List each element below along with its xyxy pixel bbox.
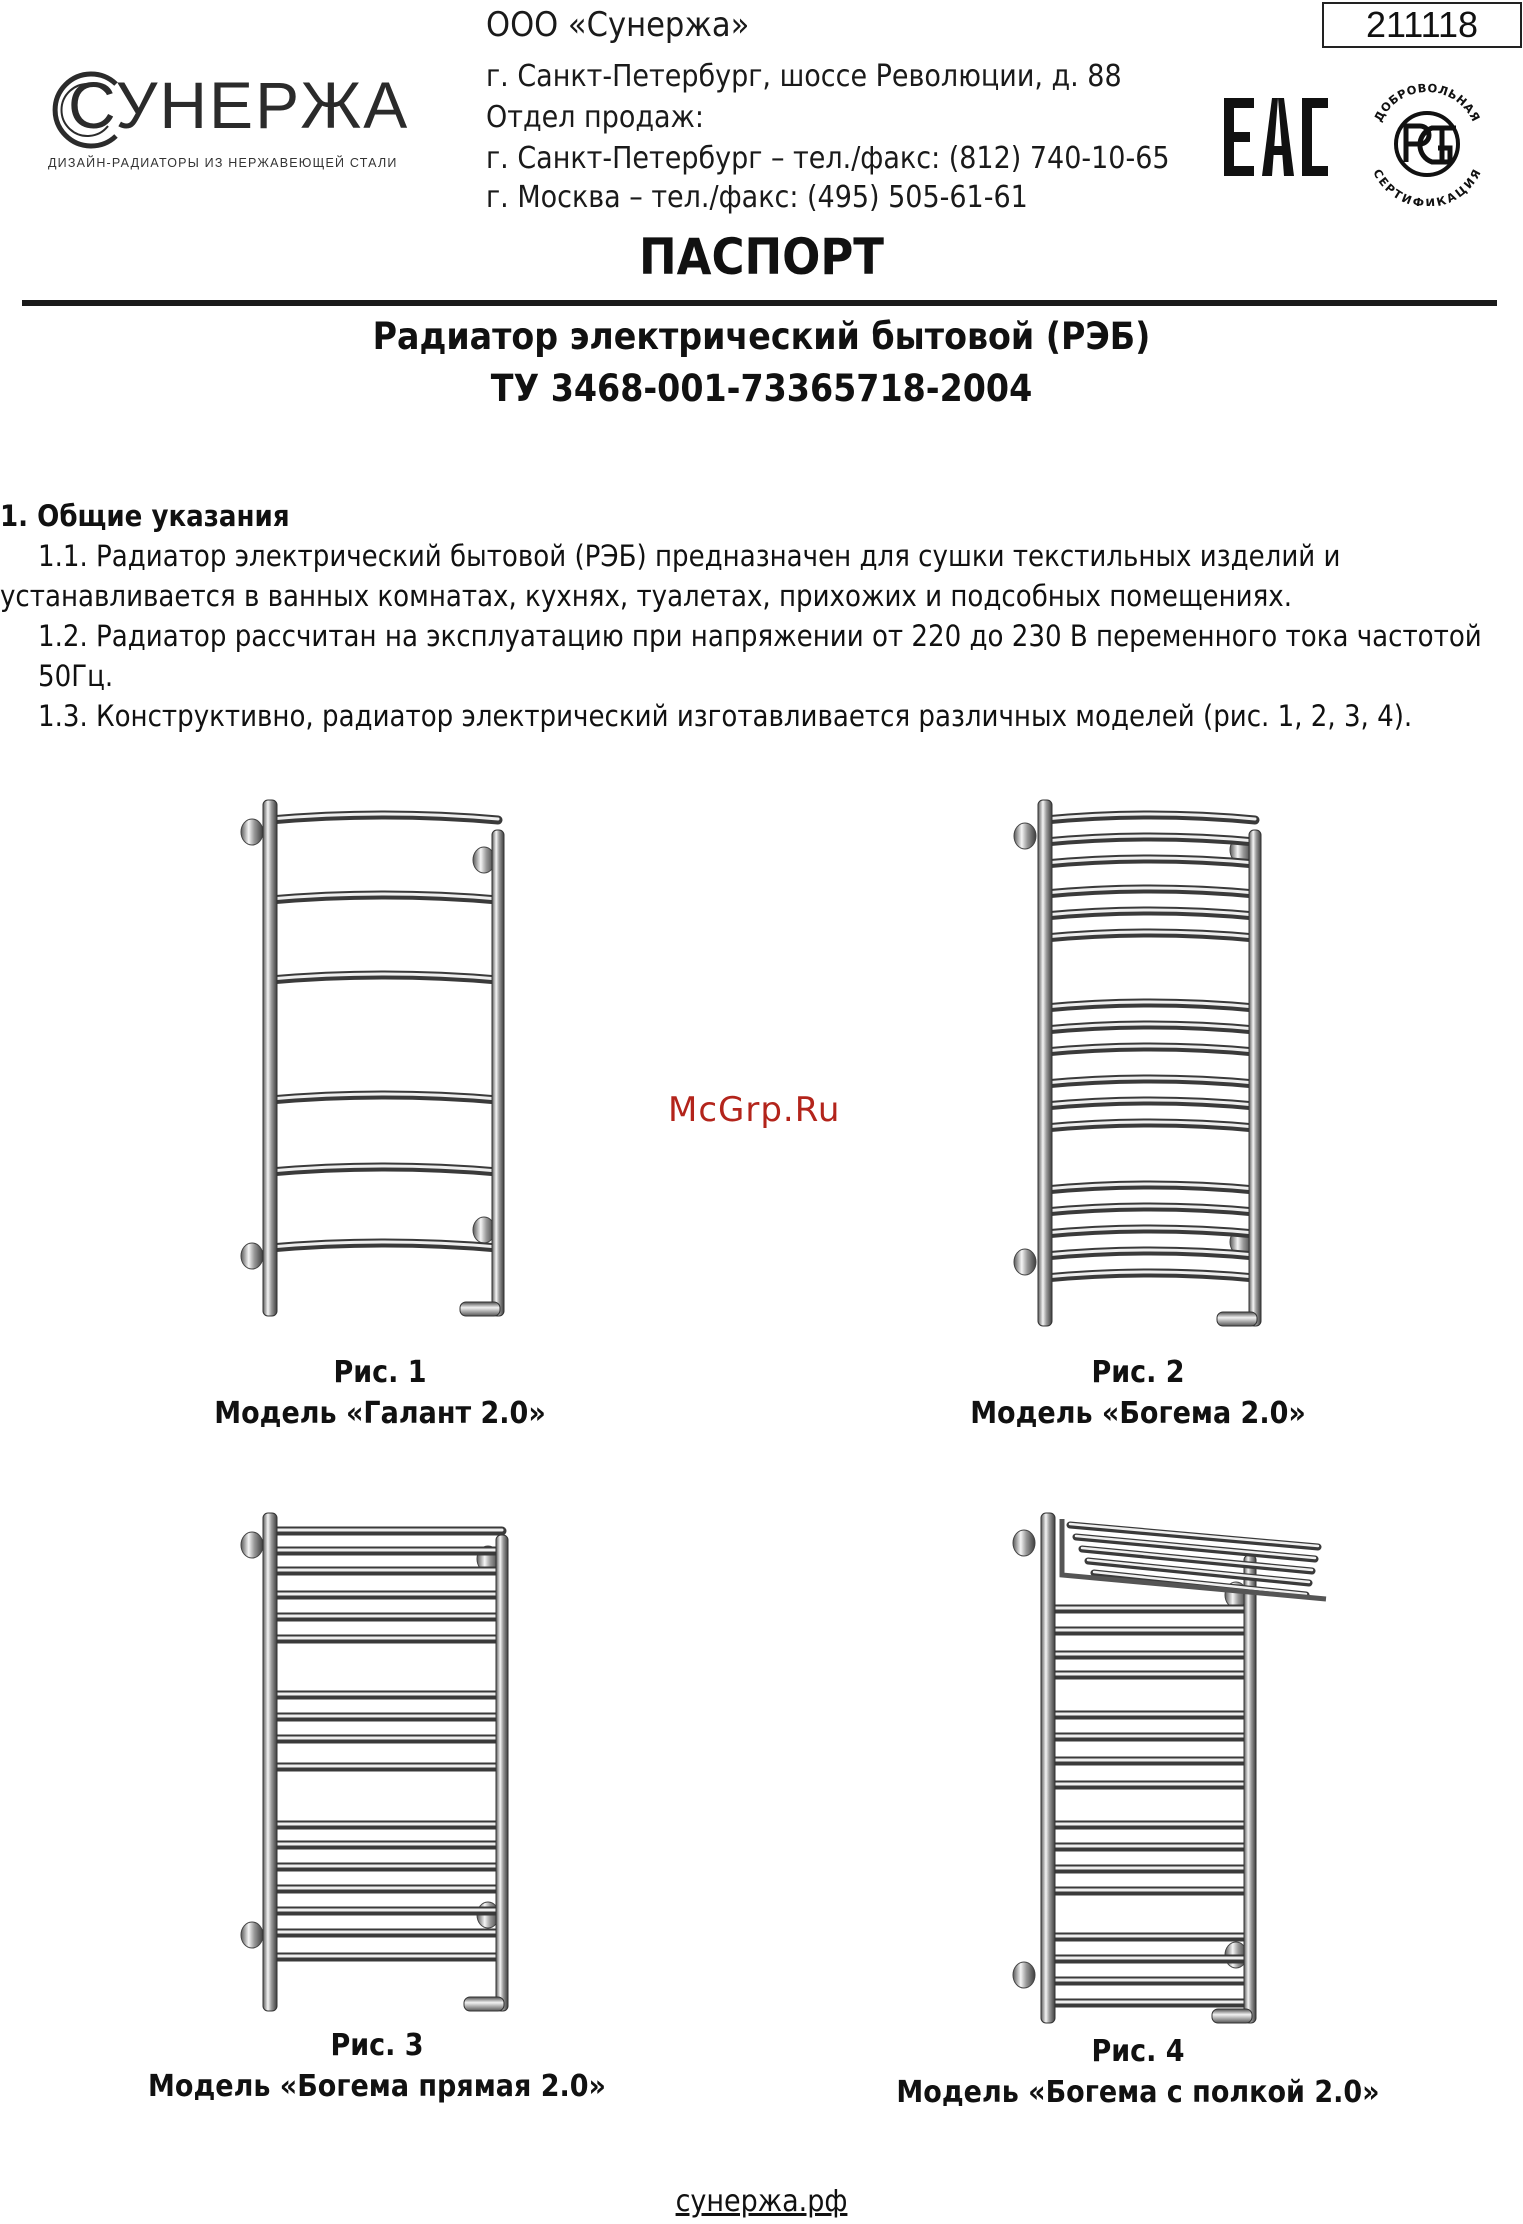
certification-mark xyxy=(1362,78,1492,206)
subtitle-line-2: ТУ 3468-001-73365718-2004 xyxy=(490,367,1033,410)
brand-logo xyxy=(46,62,436,172)
figure-1-caption xyxy=(180,1352,580,1434)
company-address: г. Санкт-Петербург, шоссе Революции, д. 88 xyxy=(486,59,1122,94)
svg-text:СЕРТИФИКАЦИЯ: СЕРТИФИКАЦИЯ xyxy=(1370,166,1484,206)
logo-tagline: ДИЗАЙН-РАДИАТОРЫ ИЗ НЕРЖАВЕЮЩЕЙ СТАЛИ xyxy=(48,156,398,170)
svg-text:ДОБРОВОЛЬНАЯ: ДОБРОВОЛЬНАЯ xyxy=(1370,80,1484,125)
figure-4-caption xyxy=(888,2031,1388,2113)
phone-spb: г. Санкт-Петербург – тел./факс: (812) 740-10-65 xyxy=(486,141,1170,176)
figure-model: Модель «Богема 2.0» xyxy=(970,1396,1306,1431)
title-divider xyxy=(22,300,1497,306)
paragraph-1-1-cont: устанавливается в ванных комнатах, кухнях, туалетах, прихожих и подсобных помещениях. xyxy=(0,579,1293,613)
rst-cert-icon xyxy=(1362,78,1492,206)
company-name: ООО «Сунержа» xyxy=(486,5,750,45)
paragraph-1-3: 1.3. Конструктивно, радиатор электрический изготавливается различных моделей (рис. 1, 2, 3, 4). xyxy=(38,699,1413,733)
figure-2-caption xyxy=(938,1352,1338,1434)
paragraph-1-1: 1.1. Радиатор электрический бытовой (РЭБ) предназначен для сушки текстильных изделий и xyxy=(38,539,1341,573)
figure-model: Модель «Богема с полкой 2.0» xyxy=(896,2075,1380,2110)
towel-rail-drawing xyxy=(241,800,504,1316)
phone-msk: г. Москва – тел./факс: (495) 505-61-61 xyxy=(486,180,1028,215)
subtitle-line-1: Радиатор электрический бытовой (РЭБ) xyxy=(372,315,1151,358)
figure-label: Рис. 1 xyxy=(333,1355,427,1390)
page-title: ПАСПОРТ xyxy=(639,228,884,286)
paragraph-1-2: 1.2. Радиатор рассчитан на эксплуатацию при напряжении от 220 до 230 В переменного тока частотой 50Гц. xyxy=(38,619,1482,693)
footer-website[interactable]: сунержа.рф xyxy=(675,2184,848,2219)
figure-3-caption xyxy=(127,2025,627,2107)
towel-rail-drawing xyxy=(241,1513,508,2011)
logo-wordmark: СУНЕРЖА xyxy=(68,68,410,142)
section-1 xyxy=(0,496,1523,736)
eac-mark-icon xyxy=(1222,96,1330,178)
figure-label: Рис. 2 xyxy=(1091,1355,1185,1390)
watermark: McGrp.Ru xyxy=(668,1090,841,1130)
figure-model: Модель «Галант 2.0» xyxy=(214,1396,546,1431)
towel-rail-drawing xyxy=(1013,1513,1326,2023)
figure-2-image xyxy=(985,790,1275,1340)
figure-4-image xyxy=(1000,1505,1360,2045)
sales-label: Отдел продаж: xyxy=(486,100,704,135)
figure-1-image xyxy=(230,790,520,1330)
figure-3-image xyxy=(230,1505,520,2025)
figure-label: Рис. 4 xyxy=(1091,2034,1185,2069)
section-heading: 1. Общие указания xyxy=(0,499,290,533)
towel-rail-drawing xyxy=(1014,800,1261,1326)
document-number: 211118 xyxy=(1322,2,1522,48)
figure-label: Рис. 3 xyxy=(330,2028,424,2063)
figure-model: Модель «Богема прямая 2.0» xyxy=(148,2069,606,2104)
